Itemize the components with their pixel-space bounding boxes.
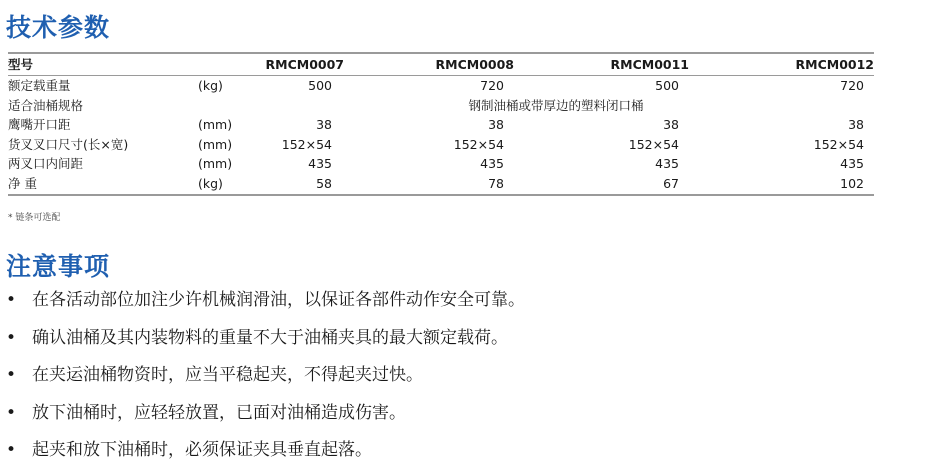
row-value: 152×54 [813, 136, 864, 152]
list-item [4, 438, 525, 476]
note-text: 在各活动部位加注少许机械润滑油，以保证各部件动作安全可靠。 [32, 290, 525, 310]
spec-section-title: 技术参数 [6, 13, 111, 42]
row-unit: (kg) [198, 174, 238, 195]
row-value: 38 [848, 117, 864, 133]
bullet-icon: • [6, 327, 17, 348]
list-item [4, 326, 525, 364]
bullet-icon: • [6, 402, 17, 423]
row-name: 货叉叉口尺寸(长×宽) [8, 136, 129, 152]
row-value: 152×54 [628, 136, 679, 152]
header-model-2: RMCM0008 [344, 53, 514, 76]
row-name: 净 重 [8, 174, 198, 195]
list-item [4, 288, 525, 326]
notes-list [4, 288, 525, 476]
row-value: 435 [480, 156, 504, 172]
row-value: 435 [308, 156, 332, 172]
row-value: 102 [689, 174, 874, 195]
row-value: 152×54 [281, 136, 332, 152]
bullet-icon: • [6, 440, 17, 460]
row-span-value: 钢制油桶或带厚边的塑料闭口桶 [468, 97, 644, 113]
row-value: 720 [840, 78, 864, 93]
row-value: 435 [655, 156, 679, 172]
table-row [8, 76, 874, 96]
row-value: 38 [488, 117, 504, 133]
row-value: 500 [655, 78, 679, 93]
row-unit: (mm) [198, 136, 233, 152]
row-value: 58 [238, 174, 344, 195]
header-model-4: RMCM0012 [689, 53, 874, 76]
row-unit: (mm) [198, 117, 233, 133]
row-name: 鹰嘴开口距 [8, 117, 71, 133]
header-unit-cell [198, 53, 238, 76]
row-unit [198, 96, 238, 116]
row-value: 152×54 [453, 136, 504, 152]
table-row [8, 96, 874, 116]
table-row [8, 135, 874, 155]
row-unit: (kg) [198, 78, 223, 93]
note-text: 起夹和放下油桶时，必须保证夹具垂直起落。 [32, 440, 372, 460]
table-footnote: * 链条可选配 [8, 213, 61, 223]
row-unit: (mm) [198, 156, 233, 172]
header-model-3: RMCM0011 [514, 53, 689, 76]
row-value: 78 [344, 174, 514, 195]
header-model-label: 型号 [8, 53, 198, 76]
table-row [8, 154, 874, 174]
list-item [4, 401, 525, 439]
row-name: 额定载重量 [8, 78, 71, 93]
row-name: 两叉口内间距 [8, 156, 84, 172]
list-item [4, 363, 525, 401]
spec-table [8, 52, 874, 196]
row-value: 435 [840, 156, 864, 172]
row-value: 38 [663, 117, 679, 133]
bullet-icon: • [6, 365, 17, 385]
table-header-row [8, 53, 874, 76]
notes-section-title: 注意事项 [6, 252, 111, 281]
note-text: 在夹运油桶物资时，应当平稳起夹，不得起夹过快。 [32, 365, 423, 385]
table-row [8, 174, 874, 195]
row-value: 38 [316, 117, 332, 133]
bullet-icon: • [6, 290, 17, 310]
row-value: 67 [514, 174, 689, 195]
table-row [8, 115, 874, 135]
note-text: 放下油桶时，应轻轻放置，已面对油桶造成伤害。 [32, 402, 406, 423]
note-text: 确认油桶及其内装物料的重量不大于油桶夹具的最大额定载荷。 [32, 327, 508, 348]
row-value: 720 [480, 78, 504, 93]
row-name: 适合油桶规格 [8, 97, 84, 113]
header-model-1: RMCM0007 [238, 53, 344, 76]
row-value: 500 [308, 78, 332, 93]
